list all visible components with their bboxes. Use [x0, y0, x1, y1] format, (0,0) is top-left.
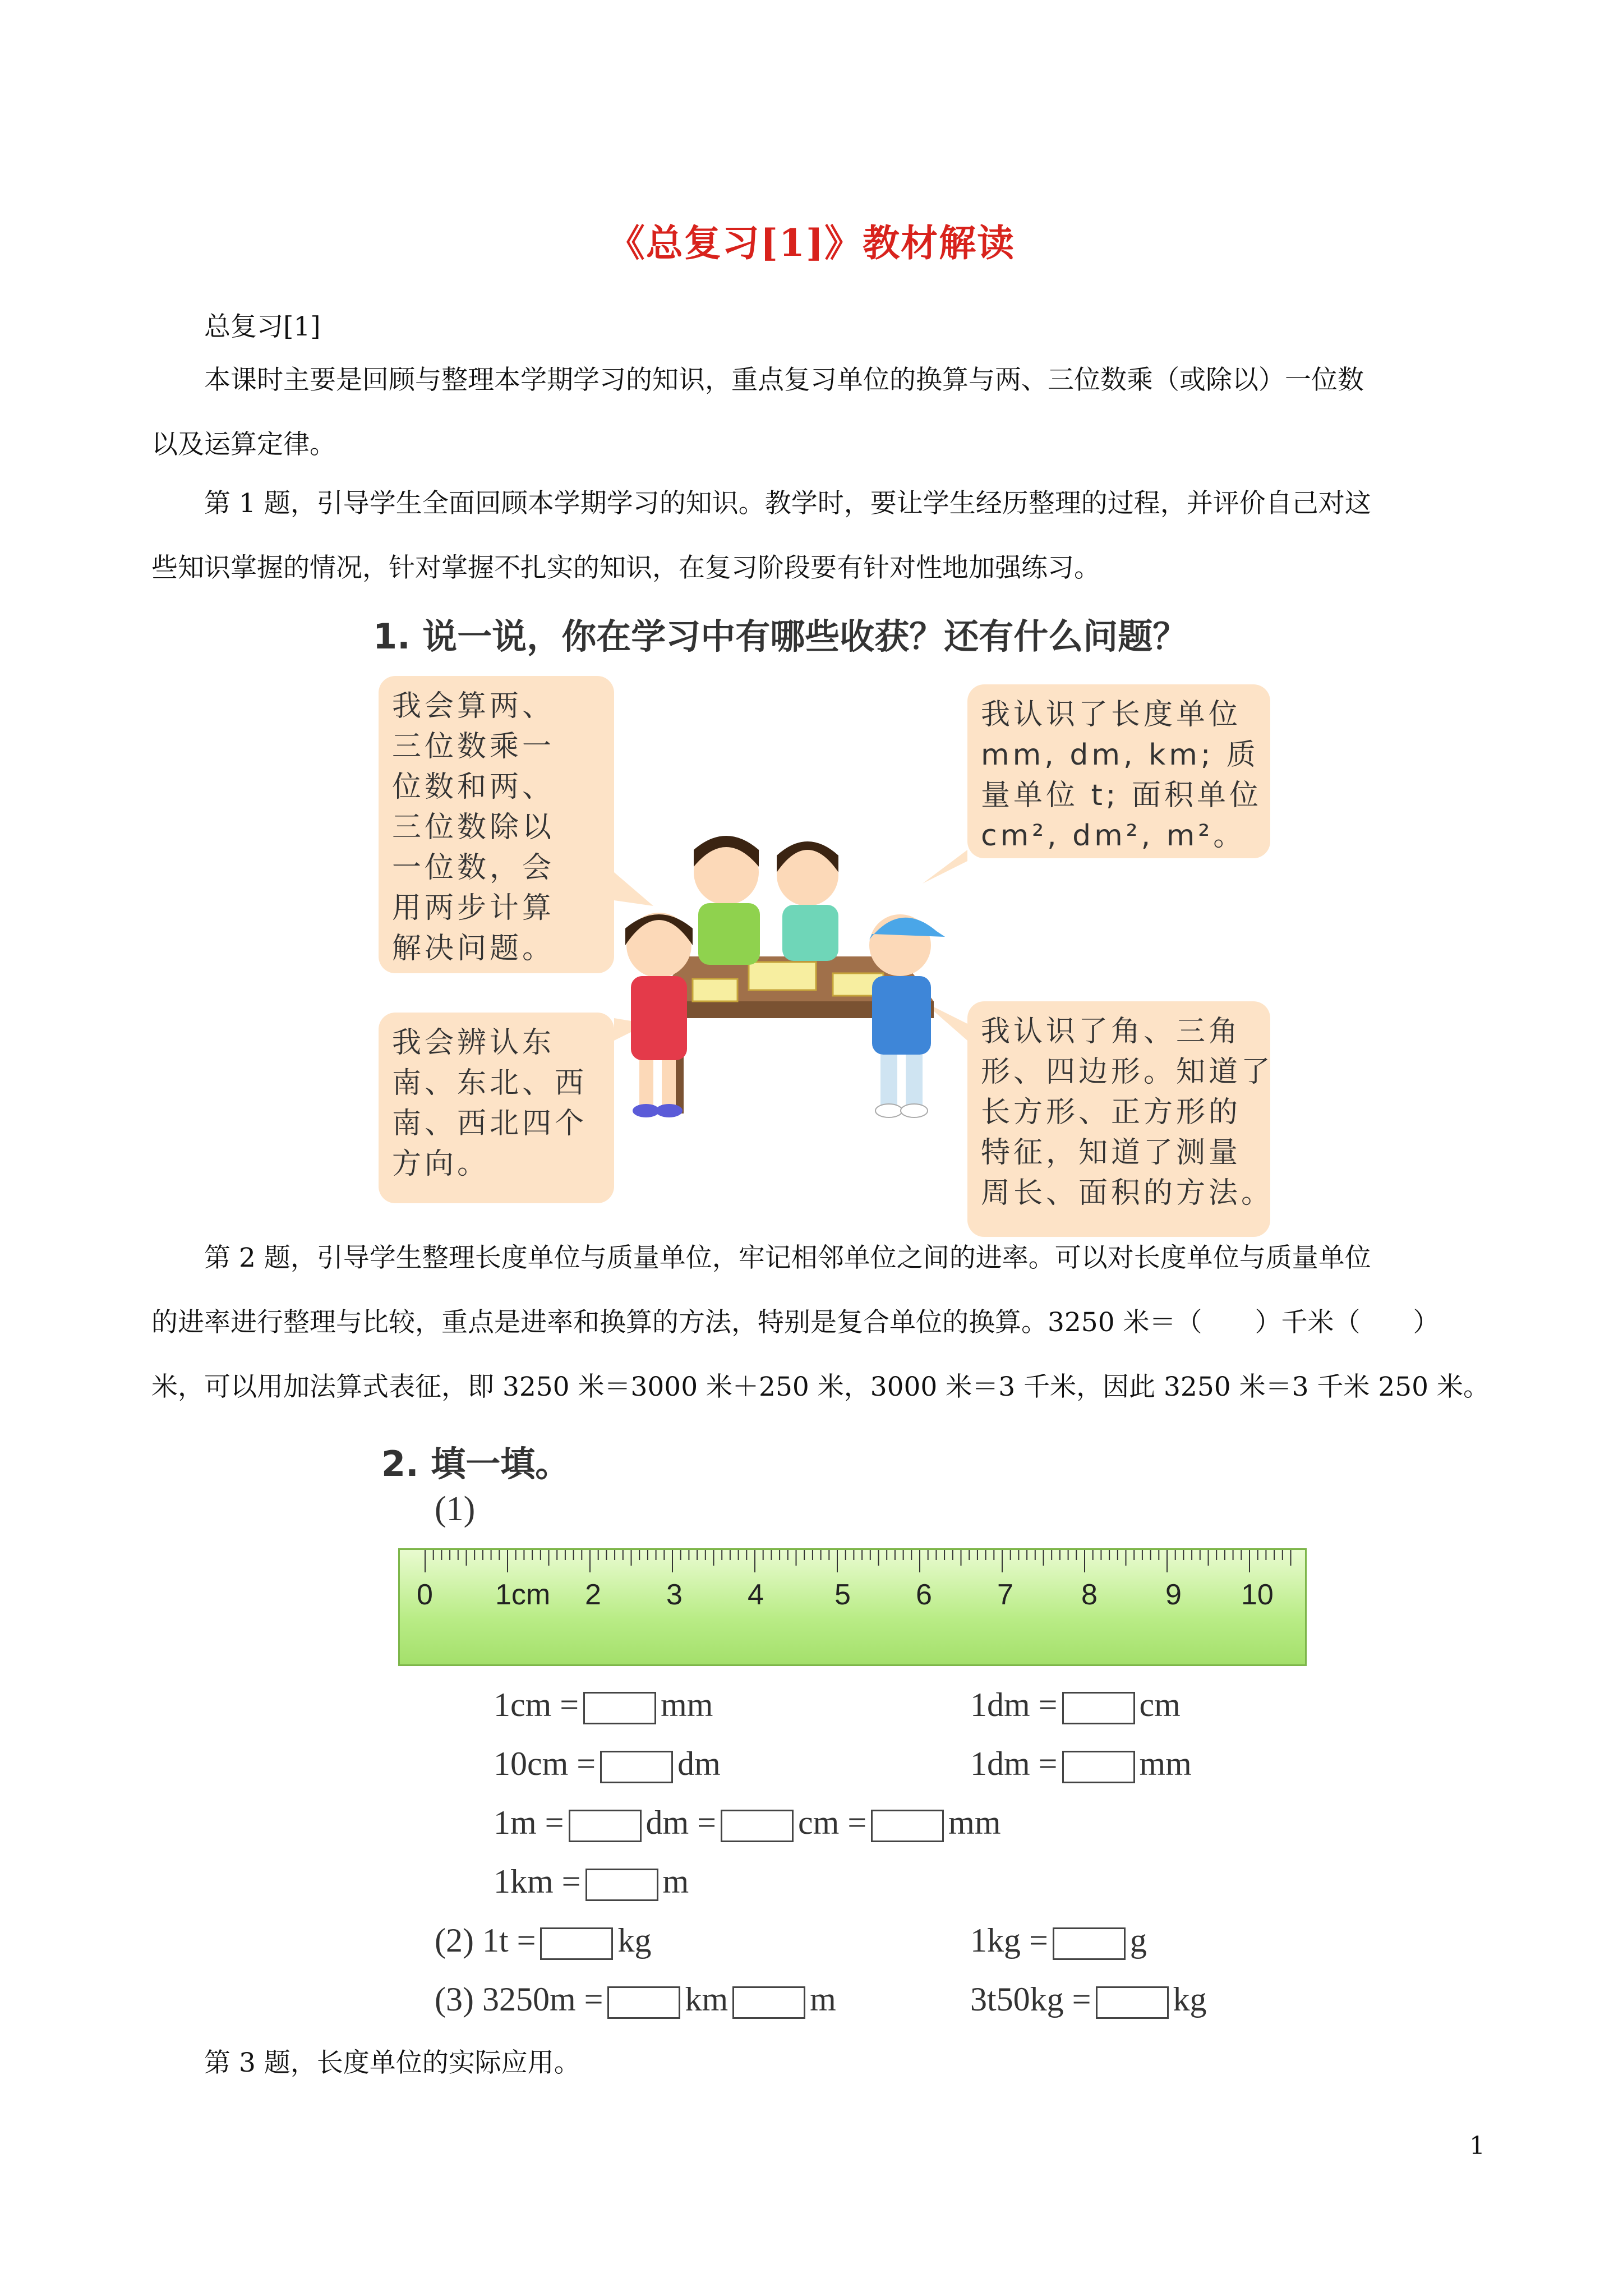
intro-paragraph: 本课时主要是回顾与整理本学期学习的知识，重点复习单位的换算与两、三位数乘（或除以）一位数 以及运算定律。 — [151, 365, 1364, 460]
ruler-ticks — [400, 1550, 1305, 1578]
ruler-label-10: 10 — [1241, 1579, 1274, 1611]
ruler-label-0: 0 — [417, 1579, 433, 1611]
ruler-label-3: 3 — [666, 1579, 683, 1611]
ruler-label-6: 6 — [916, 1579, 932, 1611]
page-title: 《总复习[1]》教材解读 — [607, 221, 1016, 265]
figure-2 — [381, 1436, 1324, 2031]
equation-3t50kg: 3t50kg = kg — [970, 1980, 1207, 2019]
answer-box — [1096, 1986, 1169, 2019]
equation-1t-kg: (2) 1t = kg — [435, 1921, 651, 1960]
equation-10cm-dm: 10cm = dm — [494, 1745, 721, 1783]
answer-box — [721, 1810, 794, 1842]
ruler-image — [398, 1548, 1307, 1666]
answer-box — [585, 1869, 658, 1901]
q1-paragraph: 第 1 题，引导学生全面回顾本学期学习的知识。教学时，要让学生经历整理的过程，并评价自己对这 些知识掌握的情况，针对掌握不扎实的知识，在复习阶段要有针对性地加强练习。 — [151, 488, 1371, 583]
speech-bubble-top-right: 我认识了长度单位 mm, dm, km; 质 量单位 t; 面积单位 cm², dm², m²。 — [967, 684, 1270, 858]
figure-2-question: 2. 填一填。 — [381, 1443, 570, 1484]
q2-paragraph: 第 2 题，引导学生整理长度单位与质量单位，牢记相邻单位之间的进率。可以对长度单位与质量单位 的进率进行整理与比较，重点是进率和换算的方法，特别是复合单位的换算。3250 米＝（ ）千米（ ） 米，可以用加法算式表征，即 3250 米＝3000 米＋250 米，3000 米＝3 千米，因此 3250 米＝3 千米 250 米。 — [151, 1243, 1490, 1402]
answer-box — [583, 1692, 656, 1724]
equation-1m-chain: 1m = dm = cm = mm — [494, 1803, 1001, 1842]
speech-bubble-bottom-left: 我会辨认东 南、东北、西 南、西北四个 方向。 — [379, 1013, 614, 1203]
page-number: 1 — [1469, 2132, 1485, 2160]
equation-1kg-g: 1kg = g — [970, 1921, 1147, 1960]
answer-box — [871, 1810, 944, 1842]
ruler-label-1cm: 1cm — [495, 1579, 551, 1611]
figure-1 — [373, 609, 1281, 1237]
ruler-label-2: 2 — [585, 1579, 601, 1611]
equation-1km-m: 1km = m — [494, 1862, 689, 1901]
answer-box — [600, 1751, 673, 1783]
equation-1dm-mm: 1dm = mm — [970, 1745, 1192, 1783]
ruler-label-8: 8 — [1081, 1579, 1098, 1611]
q3-paragraph: 第 3 题，长度单位的实际应用。 — [204, 2047, 580, 2078]
section-heading: 总复习[1] — [204, 311, 321, 342]
equation-1dm-cm: 1dm = cm — [970, 1686, 1181, 1724]
ruler-label-7: 7 — [997, 1579, 1013, 1611]
ruler-label-4: 4 — [748, 1579, 764, 1611]
answer-box — [1062, 1692, 1135, 1724]
children-at-table-illustration — [608, 777, 979, 1125]
equation-3250m: (3) 3250m = km m — [435, 1980, 836, 2019]
answer-box — [569, 1810, 642, 1842]
figure-1-question: 1. 说一说，你在学习中有哪些收获？还有什么问题？ — [373, 616, 1188, 657]
answer-box — [1062, 1751, 1135, 1783]
answer-box — [607, 1986, 680, 2019]
speech-bubble-bottom-right: 我认识了角、三角 形、四边形。知道了 长方形、正方形的 特征，知道了测量 周长、面积的方法。 — [967, 1001, 1270, 1237]
equation-1cm-mm: 1cm = mm — [494, 1686, 713, 1724]
answer-box — [732, 1986, 805, 2019]
part-1-label: (1) — [435, 1490, 476, 1528]
speech-bubble-top-left: 我会算两、 三位数乘一 位数和两、 三位数除以 一位数，会 用两步计算 解决问题。 — [379, 676, 614, 973]
answer-box — [1053, 1927, 1126, 1960]
ruler-label-5: 5 — [834, 1579, 851, 1611]
ruler-label-9: 9 — [1165, 1579, 1182, 1611]
answer-box — [540, 1927, 613, 1960]
